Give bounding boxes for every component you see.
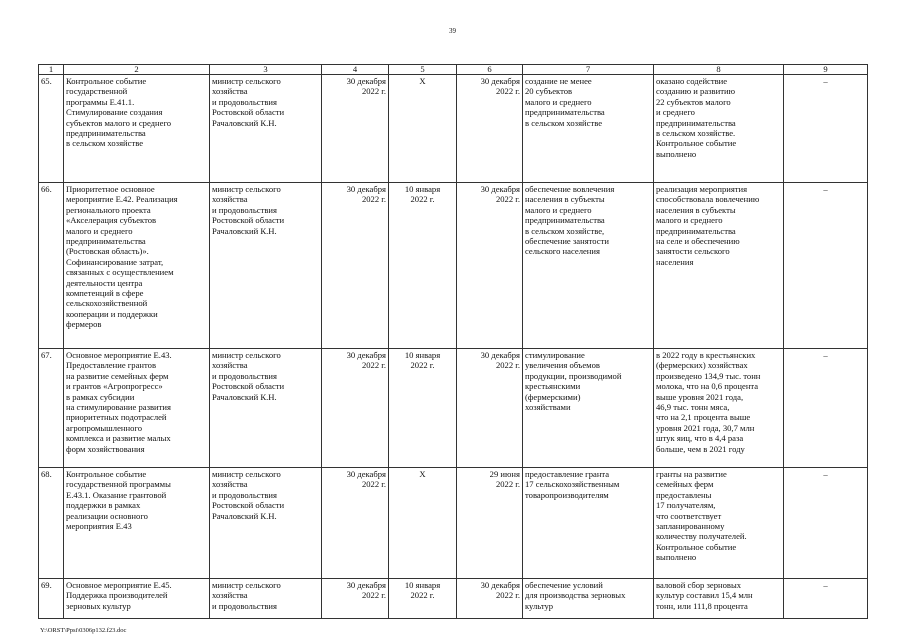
fact-end-cell: 30 декабря 2022 г. <box>457 349 523 468</box>
fact-end-cell: 30 декабря 2022 г. <box>457 183 523 349</box>
actual-result-cell: оказано содействие созданию и развитию 22 субъектов малого и среднего предпринимательства в сельском хозяйстве. Контрольное событие выполнено <box>654 75 784 183</box>
planned-result-cell: создание не менее 20 субъектов малого и среднего предпринимательства в сельском хозяйстве <box>523 75 654 183</box>
table-row <box>39 75 868 183</box>
row-number: 66. <box>39 183 64 349</box>
planned-result-cell: обеспечение вовлечения населения в субъекты малого и среднего предпринимательства в сельском хозяйстве, обеспечение занятости сельского населения <box>523 183 654 349</box>
actual-result-cell: валовой сбор зерновых культур составил 15,4 млн тонн, или 111,8 процента <box>654 579 784 619</box>
event-cell: Контрольное событие государственной программы Е.41.1. Стимулирование создания субъектов малого и среднего предпринимательства в сельском хозяйстве <box>64 75 210 183</box>
plan-end-cell: 30 декабря 2022 г. <box>322 468 389 579</box>
row-number: 65. <box>39 75 64 183</box>
fact-end-cell: 29 июня 2022 г. <box>457 468 523 579</box>
fact-start-cell: 10 января 2022 г. <box>389 183 457 349</box>
event-cell: Контрольное событие государственной программы Е.43.1. Оказание грантовой поддержки в рамках реализации основного мероприятия Е.43 <box>64 468 210 579</box>
table-row <box>39 468 868 579</box>
header-cell: 3 <box>210 65 322 75</box>
note-cell: – <box>784 468 868 579</box>
responsible-cell: министр сельского хозяйства и продовольствия <box>210 579 322 619</box>
row-number: 67. <box>39 349 64 468</box>
header-cell: 6 <box>457 65 523 75</box>
plan-end-cell: 30 декабря 2022 г. <box>322 183 389 349</box>
header-row <box>39 65 868 75</box>
plan-end-cell: 30 декабря 2022 г. <box>322 75 389 183</box>
planned-result-cell: стимулирование увеличения объемов продукции, производимой крестьянскими (фермерскими) хозяйствами <box>523 349 654 468</box>
note-cell: – <box>784 349 868 468</box>
plan-end-cell: 30 декабря 2022 г. <box>322 349 389 468</box>
report-table <box>38 64 868 619</box>
header-cell: 7 <box>523 65 654 75</box>
page-number: 39 <box>449 27 456 35</box>
actual-result-cell: реализация мероприятия способствовала вовлечению населения в субъекты малого и среднего предпринимательства на селе и обеспечению занятости сельского населения <box>654 183 784 349</box>
table-row <box>39 349 868 468</box>
fact-start-cell: 10 января 2022 г. <box>389 349 457 468</box>
fact-start-cell: Х <box>389 468 457 579</box>
fact-end-cell: 30 декабря 2022 г. <box>457 579 523 619</box>
fact-start-cell: 10 января 2022 г. <box>389 579 457 619</box>
responsible-cell: министр сельского хозяйства и продовольствия Ростовской области Рачаловский К.Н. <box>210 468 322 579</box>
header-cell: 8 <box>654 65 784 75</box>
row-number: 69. <box>39 579 64 619</box>
event-cell: Основное мероприятие Е.45. Поддержка производителей зерновых культур <box>64 579 210 619</box>
header-cell: 5 <box>389 65 457 75</box>
note-cell: – <box>784 183 868 349</box>
planned-result-cell: обеспечение условий для производства зерновых культур <box>523 579 654 619</box>
note-cell: – <box>784 579 868 619</box>
fact-start-cell: Х <box>389 75 457 183</box>
header-cell: 1 <box>39 65 64 75</box>
header-cell: 2 <box>64 65 210 75</box>
header-cell: 9 <box>784 65 868 75</box>
file-path-footer: Y:\ORST\Ppsi\0306p132.f23.doc <box>40 627 127 634</box>
fact-end-cell: 30 декабря 2022 г. <box>457 75 523 183</box>
planned-result-cell: предоставление гранта 17 сельскохозяйственным товаропроизводителям <box>523 468 654 579</box>
header-cell: 4 <box>322 65 389 75</box>
responsible-cell: министр сельского хозяйства и продовольствия Ростовской области Рачаловский К.Н. <box>210 349 322 468</box>
event-cell: Основное мероприятие Е.43. Предоставление грантов на развитие семейных ферм и грантов «Агропрогресс» в рамках субсидии на стимулирование развития приоритетных подотраслей агропромышленного комплекса и развитие малых форм хозяйствования <box>64 349 210 468</box>
note-cell: – <box>784 75 868 183</box>
table-row <box>39 183 868 349</box>
table-row <box>39 579 868 619</box>
responsible-cell: министр сельского хозяйства и продовольствия Ростовской области Рачаловский К.Н. <box>210 75 322 183</box>
actual-result-cell: гранты на развитие семейных ферм предоставлены 17 получателям, что соответствует запланированному количеству получателей. Контрольное событие выполнено <box>654 468 784 579</box>
actual-result-cell: в 2022 году в крестьянских (фермерских) хозяйствах произведено 134,9 тыс. тонн молока, что на 0,6 процента выше уровня 2021 года, 46,9 тыс. тонн мяса, что на 2,1 процента выше уровня 2021 года, 30,7 млн штук яиц, что в 4,4 раза больше, чем в 2021 году <box>654 349 784 468</box>
responsible-cell: министр сельского хозяйства и продовольствия Ростовской области Рачаловский К.Н. <box>210 183 322 349</box>
row-number: 68. <box>39 468 64 579</box>
plan-end-cell: 30 декабря 2022 г. <box>322 579 389 619</box>
event-cell: Приоритетное основное мероприятие Е.42. Реализация регионального проекта «Акселерация субъектов малого и среднего предпринимательства (Ростовская область)». Софинансирование затрат, связанных с осуществлением деятельности центра компетенций в сфере сельскохозяйственной кооперации и поддержки фермеров <box>64 183 210 349</box>
